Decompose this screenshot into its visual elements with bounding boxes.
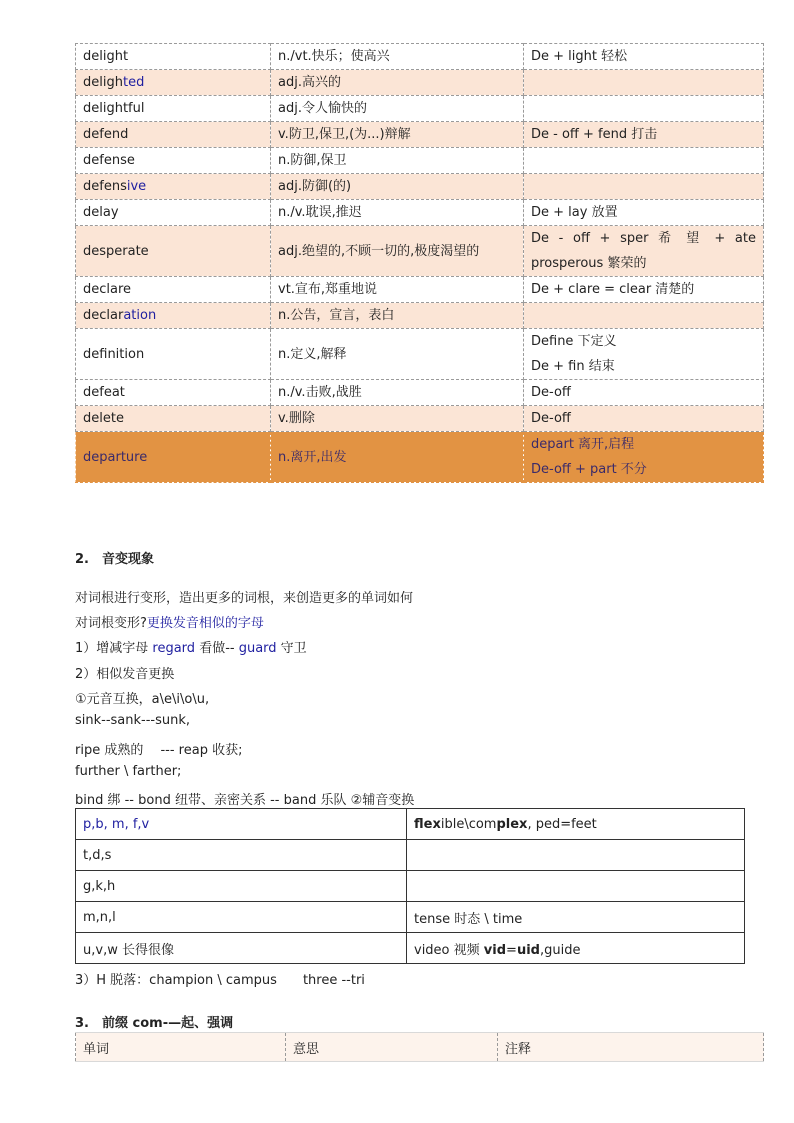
- example-cell: [407, 809, 745, 840]
- paragraph: bind 绑 -- bond 纽带、亲密关系 -- band 乐队 ②辅音变换: [75, 793, 415, 808]
- note-cell: [524, 329, 764, 380]
- text-span: =: [506, 942, 517, 958]
- text-span: video 视频: [414, 942, 484, 958]
- meaning-cell: n.定义,解释: [271, 329, 524, 380]
- consonant-table: [75, 808, 745, 964]
- meaning-cell: n./v.击败,战胜: [271, 380, 524, 406]
- text-span: 1）增减字母: [75, 641, 153, 656]
- text-span: uid: [516, 942, 540, 958]
- note-cell: De + clare = clear 清楚的: [524, 277, 764, 303]
- note-line: De-off + part 不分: [531, 462, 647, 477]
- word-suffix: ation: [123, 308, 157, 323]
- text-span: plex: [496, 816, 528, 832]
- word-suffix: ive: [126, 179, 147, 194]
- table-row: [76, 871, 745, 902]
- word-cell: definition: [76, 329, 271, 380]
- paragraph: [75, 637, 307, 656]
- table-row: [76, 96, 764, 122]
- table-row: [76, 303, 764, 329]
- meaning-cell: n.防御,保卫: [271, 148, 524, 174]
- note-cell: De + light 轻松: [524, 44, 764, 70]
- note-cell: De - off + fend 打击: [524, 122, 764, 148]
- word-cell: delete: [76, 406, 271, 432]
- text-span: ,guide: [539, 942, 581, 958]
- note-cell: De-off: [524, 406, 764, 432]
- example-cell: [407, 840, 745, 871]
- note-cell: [524, 148, 764, 174]
- text-span: vid: [483, 942, 507, 958]
- meaning-cell: v.删除: [271, 406, 524, 432]
- meaning-cell: adj.令人愉快的: [271, 96, 524, 122]
- table-row: [76, 70, 764, 96]
- word-cell: [76, 303, 271, 329]
- letters-cell: u,v,w 长得很像: [76, 933, 407, 964]
- table-row: [76, 226, 764, 277]
- column-header: 单词: [76, 1033, 286, 1062]
- paragraph: [75, 612, 264, 631]
- meaning-cell: adj.防御(的): [271, 174, 524, 200]
- paragraph: further \ farther;: [75, 764, 182, 779]
- text-span: 更换发音相似的字母: [146, 616, 264, 631]
- prefix-table: [75, 1032, 764, 1062]
- table-row: [76, 329, 764, 380]
- letters-cell: p,b, m, f,v: [76, 809, 407, 840]
- word-cell: departure: [76, 432, 271, 483]
- meaning-cell: n./vt.快乐；使高兴: [271, 44, 524, 70]
- word-cell: desperate: [76, 226, 271, 277]
- paragraph: ①元音互换，a\e\i\o\u,: [75, 692, 210, 707]
- text-span: flex: [414, 816, 441, 832]
- note-cell: [524, 432, 764, 483]
- paragraph: 3）H 脱落：champion \ campus three --tri: [75, 973, 365, 988]
- meaning-cell: v.防卫,保卫,(为...)辩解: [271, 122, 524, 148]
- meaning-cell: n./v.耽误,推迟: [271, 200, 524, 226]
- word-cell: delight: [76, 44, 271, 70]
- note-line: depart 离开,启程: [531, 437, 635, 452]
- text-span: 对词根变形?: [75, 616, 147, 631]
- letters-cell: m,n,l: [76, 902, 407, 933]
- text-span: 守卫: [276, 641, 307, 656]
- text-span: 看做--: [195, 641, 239, 656]
- text-span: ible\com: [440, 816, 497, 832]
- table-row: [76, 174, 764, 200]
- word-stem: deligh: [83, 75, 123, 90]
- vocab-table: [75, 43, 764, 483]
- paragraph: 对词根进行变形，造出更多的词根，来创造更多的单词如何: [75, 591, 414, 606]
- table-row: [76, 902, 745, 933]
- note-line: De + fin 结束: [531, 359, 615, 374]
- word-cell: defeat: [76, 380, 271, 406]
- word-cell: delightful: [76, 96, 271, 122]
- meaning-cell: n.公告，宣言，表白: [271, 303, 524, 329]
- paragraph: sink--sank---sunk,: [75, 713, 191, 728]
- column-header: 注释: [498, 1033, 764, 1062]
- table-row: [76, 432, 764, 483]
- table-row: [76, 933, 745, 964]
- note-cell: De + lay 放置: [524, 200, 764, 226]
- word-cell: [76, 70, 271, 96]
- meaning-cell: n.离开,出发: [271, 432, 524, 483]
- note-cell: De-off: [524, 380, 764, 406]
- word-cell: delay: [76, 200, 271, 226]
- note-line: prosperous 繁荣的: [531, 256, 647, 271]
- text-span: regard: [152, 641, 196, 656]
- note-cell: [524, 96, 764, 122]
- text-span: , ped=feet: [527, 816, 597, 832]
- note-line: De - off + sper 希 望 + ate: [531, 231, 756, 246]
- meaning-cell: adj.绝望的,不顾一切的,极度渴望的: [271, 226, 524, 277]
- word-cell: [76, 174, 271, 200]
- table-row: [76, 809, 745, 840]
- word-cell: defend: [76, 122, 271, 148]
- table-row: [76, 406, 764, 432]
- word-stem: declar: [83, 308, 124, 323]
- table-row: [76, 277, 764, 303]
- note-cell: [524, 174, 764, 200]
- table-row: [76, 44, 764, 70]
- table-row: [76, 380, 764, 406]
- note-cell: [524, 70, 764, 96]
- meaning-cell: vt.宣布,郑重地说: [271, 277, 524, 303]
- table-row: [76, 148, 764, 174]
- text-span: guard: [238, 641, 277, 656]
- example-cell: [407, 871, 745, 902]
- note-line: Define 下定义: [531, 334, 617, 349]
- example-cell: [407, 933, 745, 964]
- table-row: [76, 122, 764, 148]
- example-cell: [407, 902, 745, 933]
- paragraph: 2）相似发音更换: [75, 667, 175, 682]
- meaning-cell: adj.高兴的: [271, 70, 524, 96]
- word-suffix: ted: [122, 75, 145, 90]
- section-heading: 2. 音变现象: [75, 552, 154, 567]
- letters-cell: t,d,s: [76, 840, 407, 871]
- table-header-row: [76, 1033, 764, 1062]
- table-row: [76, 200, 764, 226]
- word-cell: defense: [76, 148, 271, 174]
- word-stem: defens: [83, 179, 127, 194]
- note-cell: [524, 303, 764, 329]
- text-span: tense 时态 \ time: [414, 911, 523, 927]
- letters-cell: g,k,h: [76, 871, 407, 902]
- column-header: 意思: [286, 1033, 498, 1062]
- word-cell: declare: [76, 277, 271, 303]
- note-cell: [524, 226, 764, 277]
- table-row: [76, 840, 745, 871]
- section-heading: 3. 前缀 com-—起、强调: [75, 1016, 234, 1031]
- paragraph: ripe 成熟的 --- reap 收获;: [75, 743, 243, 758]
